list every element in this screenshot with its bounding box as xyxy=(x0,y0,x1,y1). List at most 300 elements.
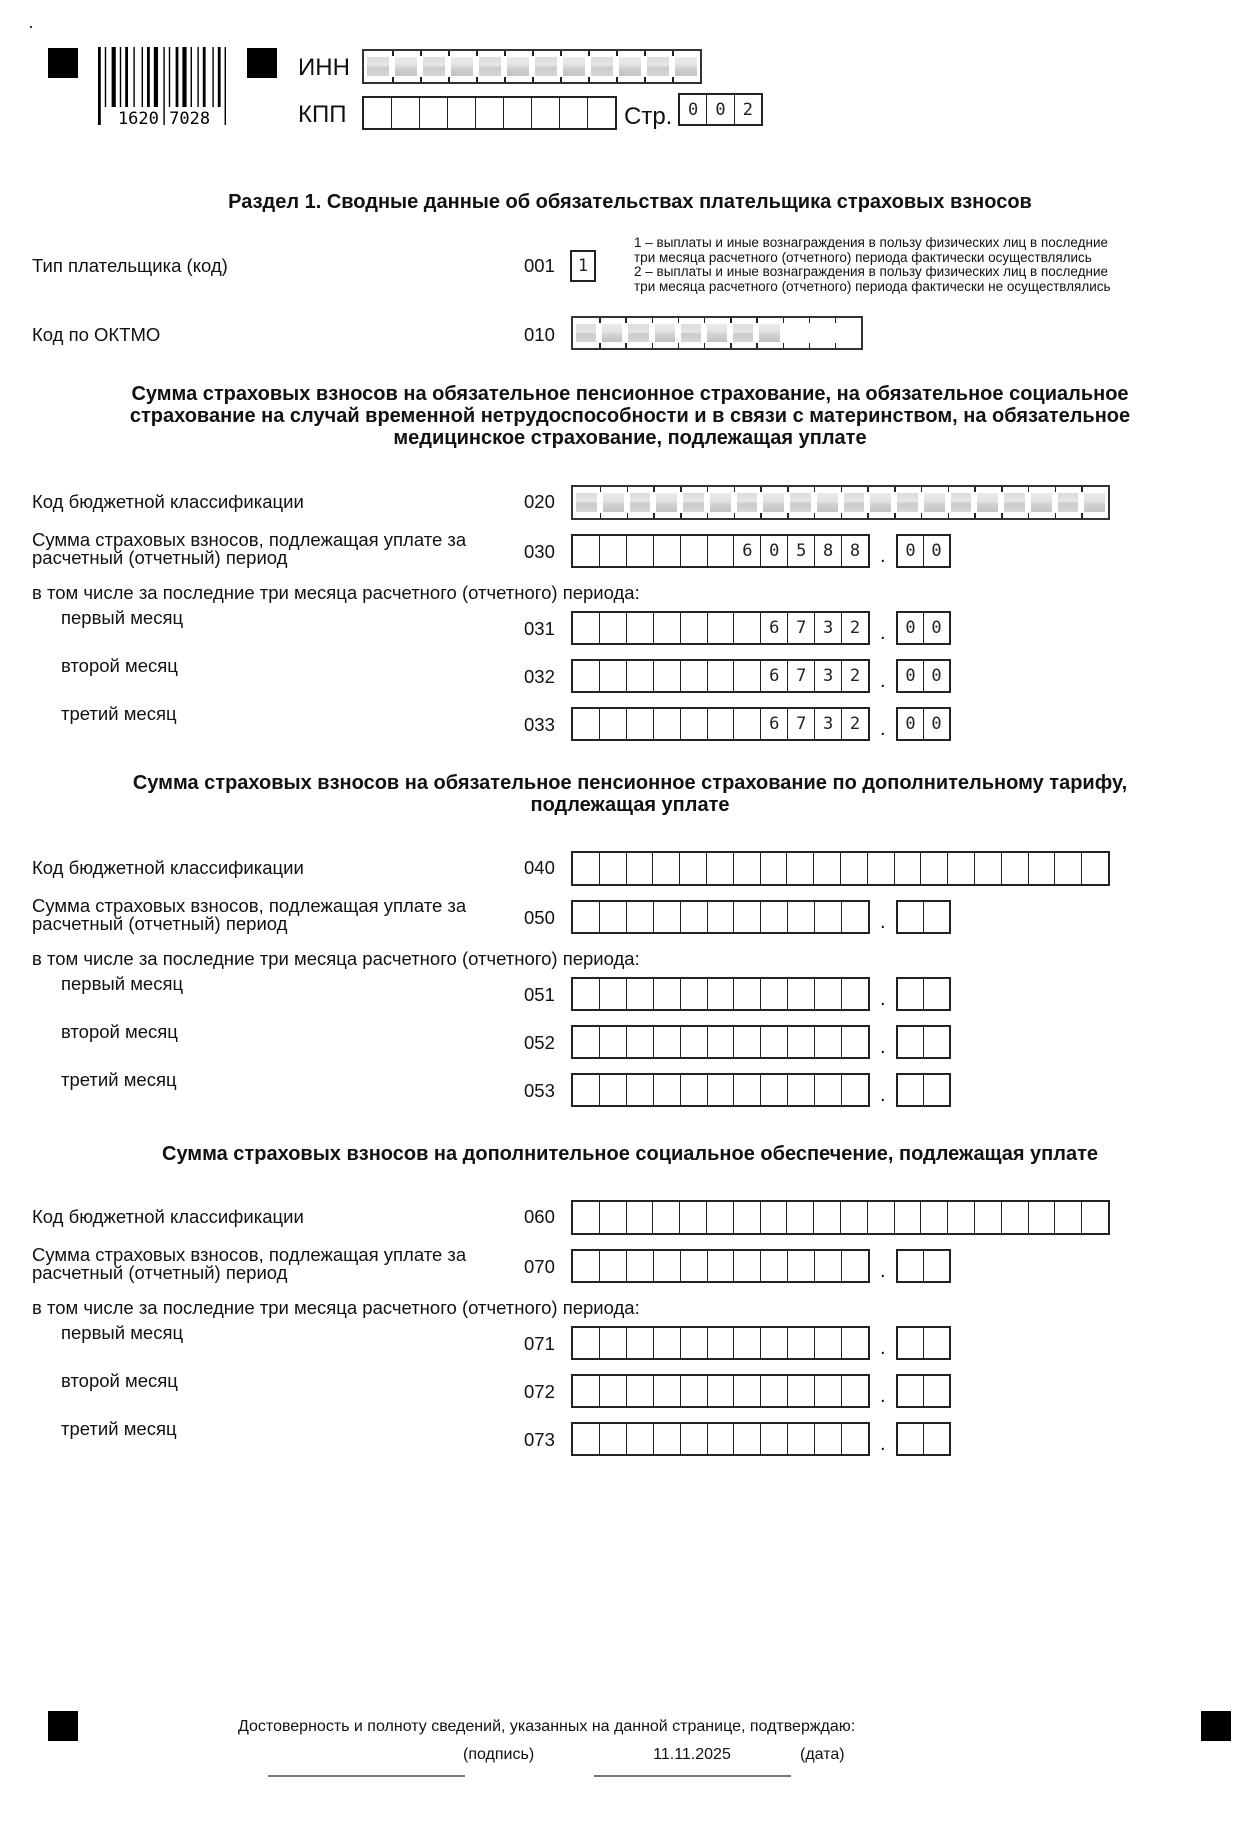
kbk-cell xyxy=(895,853,922,884)
line-code: 050 xyxy=(524,907,555,928)
oktmo-cell xyxy=(730,318,756,348)
redacted-value xyxy=(817,493,838,512)
month-amount-integer-field[interactable] xyxy=(571,1326,870,1360)
digit-cell xyxy=(627,979,654,1009)
digit-cell xyxy=(654,1027,681,1057)
kbk-cell xyxy=(1002,1202,1029,1233)
line-code: 030 xyxy=(524,541,555,562)
digit-cell: 7 xyxy=(788,613,815,643)
digit-cell xyxy=(842,1075,868,1105)
inn-cell xyxy=(532,51,560,82)
oktmo-cell xyxy=(783,318,809,348)
month-amount-decimal-field[interactable] xyxy=(896,1374,951,1408)
note-line: 1 – выплаты и иные вознаграждения в пользу физических лиц в последние xyxy=(634,235,1108,250)
digit-cell xyxy=(761,902,788,932)
redacted-value xyxy=(563,57,585,76)
digit-cell xyxy=(788,1251,815,1281)
digit-cell xyxy=(924,1328,949,1358)
oktmo-label: Код по ОКТМО xyxy=(32,324,161,345)
digit-cell xyxy=(842,979,868,1009)
kbk-label: Код бюджетной классификации xyxy=(32,1206,304,1227)
digit-cell xyxy=(761,1376,788,1406)
kbk-cell xyxy=(600,487,627,518)
months-intro: в том числе за последние три месяца расчетного (отчетного) периода: xyxy=(32,1297,640,1318)
digit-cell xyxy=(734,1328,761,1358)
digit-cell xyxy=(627,1251,654,1281)
inn-cell xyxy=(560,51,588,82)
digit-cell xyxy=(681,1328,708,1358)
digit-cell xyxy=(734,1424,761,1454)
redacted-value xyxy=(897,493,918,512)
digit-cell xyxy=(654,536,681,566)
digit-cell xyxy=(708,709,735,739)
digit-cell: 0 xyxy=(931,618,942,638)
digit-cell: 7 xyxy=(788,661,815,691)
inn-label: ИНН xyxy=(298,54,350,81)
date-label: (дата) xyxy=(800,1746,845,1763)
decimal-separator: . xyxy=(880,1036,886,1058)
redacted-value xyxy=(870,493,891,512)
digit-cell xyxy=(627,1376,654,1406)
digit-cell xyxy=(788,902,815,932)
barcode-bar xyxy=(125,47,128,107)
digit-cell xyxy=(898,1251,924,1281)
digit-cell xyxy=(600,1251,627,1281)
digit-cell xyxy=(627,1075,654,1105)
section-title: Раздел 1. Сводные данные об обязательствах плательщика страховых взносов xyxy=(228,191,1032,213)
redacted-value xyxy=(790,493,811,512)
line-code: 052 xyxy=(524,1032,555,1053)
month-amount-decimal-field[interactable] xyxy=(896,1422,951,1456)
kbk-cell xyxy=(975,853,1002,884)
redacted-value xyxy=(683,493,704,512)
kbk-cell xyxy=(787,1202,814,1233)
digit-cell: 0 xyxy=(898,709,924,739)
payer-type-field[interactable] xyxy=(570,250,596,282)
digit-cell xyxy=(734,902,761,932)
barcode-number: 1620 7028 xyxy=(117,109,211,127)
digit-cell xyxy=(681,1376,708,1406)
kpp-field[interactable] xyxy=(362,96,617,130)
total-amount-integer-field[interactable] xyxy=(571,534,870,568)
barcode-bar xyxy=(197,47,198,107)
digit-cell xyxy=(654,709,681,739)
total-label-line2: расчетный (отчетный) период xyxy=(32,547,288,568)
digit-cell: 6 xyxy=(761,709,788,739)
digit-cell xyxy=(627,1027,654,1057)
digit-cell: 0 xyxy=(898,661,924,691)
kbk-cell xyxy=(653,1202,680,1233)
alignment-marker-bottom-right xyxy=(1201,1711,1231,1741)
digit-cell: 8 xyxy=(849,541,861,561)
month-label: первый месяц xyxy=(61,973,184,994)
redacted-value xyxy=(423,57,445,76)
note-line: три месяца расчетного (отчетного) периода фактически не осуществлялись xyxy=(634,278,1111,294)
kbk-field[interactable] xyxy=(571,851,1110,886)
digit-cell xyxy=(842,1328,868,1358)
month-amount-decimal-field[interactable] xyxy=(896,707,951,741)
barcode-bar xyxy=(112,47,116,107)
kbk-cell xyxy=(573,487,600,518)
digit-cell xyxy=(681,1075,708,1105)
digit-cell xyxy=(573,1251,600,1281)
digit-cell xyxy=(924,1075,949,1105)
month-amount-decimal-field[interactable] xyxy=(896,1025,951,1059)
oktmo-cell xyxy=(625,318,651,348)
payer-type-value: 1 xyxy=(577,256,589,276)
inn-cell xyxy=(588,51,616,82)
decimal-separator: . xyxy=(880,988,886,1010)
oktmo-code: 010 xyxy=(524,324,555,345)
kbk-cell xyxy=(975,1202,1002,1233)
digit-cell xyxy=(627,613,654,643)
month-label: второй месяц xyxy=(61,1370,178,1391)
line-code: 051 xyxy=(524,984,555,1005)
digit-cell xyxy=(708,1376,735,1406)
line-code: 020 xyxy=(524,491,555,512)
oktmo-cell xyxy=(652,318,678,348)
payer-type-code: 001 xyxy=(524,255,555,276)
kbk-cell xyxy=(814,853,841,884)
digit-cell: 0 xyxy=(761,536,788,566)
line-code: 073 xyxy=(524,1429,555,1450)
digit-cell xyxy=(761,1027,788,1057)
digit-cell: 0 xyxy=(898,536,924,566)
line-code: 072 xyxy=(524,1381,555,1402)
block-title: Сумма страховых взносов на дополнительное социальное обеспечение, подлежащая уплате xyxy=(162,1143,1098,1165)
month-label: первый месяц xyxy=(61,607,184,628)
months-intro: в том числе за последние три месяца расчетного (отчетного) периода: xyxy=(32,582,640,603)
line-code: 071 xyxy=(524,1333,555,1354)
redacted-value xyxy=(1004,493,1025,512)
month-amount-integer-field[interactable] xyxy=(571,707,870,741)
redacted-value xyxy=(1031,493,1052,512)
kpp-cell xyxy=(476,98,504,128)
digit-cell xyxy=(898,1027,924,1057)
digit-cell xyxy=(708,1027,735,1057)
digit-cell xyxy=(815,1027,842,1057)
digit-cell xyxy=(734,709,761,739)
redacted-value xyxy=(1058,493,1079,512)
kbk-cell xyxy=(761,1202,788,1233)
digit-cell: 3 xyxy=(815,709,842,739)
decimal-separator: . xyxy=(880,622,886,644)
kbk-cell xyxy=(1082,853,1108,884)
month-amount-decimal-field[interactable] xyxy=(896,1326,951,1360)
kbk-cell xyxy=(948,1202,975,1233)
digit-cell xyxy=(734,661,761,691)
digit-cell xyxy=(654,1251,681,1281)
digit-cell: 3 xyxy=(815,613,842,643)
total-amount-integer-field[interactable] xyxy=(571,900,870,934)
redacted-value xyxy=(655,324,675,342)
inn-cell xyxy=(364,51,392,82)
line-code: 070 xyxy=(524,1256,555,1277)
digit-cell: 0 xyxy=(898,613,924,643)
digit-cell xyxy=(600,709,627,739)
kbk-cell xyxy=(627,487,654,518)
digit-cell: 0 xyxy=(931,541,942,561)
kbk-cell xyxy=(841,853,868,884)
digit-cell xyxy=(600,536,627,566)
digit-cell xyxy=(842,902,868,932)
month-amount-decimal-field[interactable] xyxy=(896,977,951,1011)
page-label: Стр. xyxy=(624,103,673,130)
kbk-cell xyxy=(653,853,680,884)
redacted-value xyxy=(395,57,417,76)
digit-cell xyxy=(842,1251,868,1281)
digit-cell xyxy=(654,661,681,691)
digit-cell xyxy=(708,1251,735,1281)
line-code: 031 xyxy=(524,618,555,639)
barcode-bar xyxy=(120,47,121,107)
total-amount-decimal-field[interactable] xyxy=(896,534,951,568)
month-label: второй месяц xyxy=(61,1021,178,1042)
redacted-value xyxy=(759,324,779,342)
digit-cell xyxy=(573,1376,600,1406)
kbk-cell xyxy=(600,853,627,884)
digit-cell xyxy=(815,1424,842,1454)
barcode-bar xyxy=(142,47,143,107)
barcode-bar xyxy=(169,47,170,107)
digit-cell xyxy=(708,1075,735,1105)
kbk-cell xyxy=(680,1202,707,1233)
digit-cell xyxy=(898,1328,924,1358)
redacted-value xyxy=(647,57,669,76)
kbk-cell xyxy=(1029,853,1056,884)
barcode-bar xyxy=(203,47,206,107)
digit-cell: 0 xyxy=(931,666,942,686)
inn-cell xyxy=(504,51,532,82)
oktmo-field[interactable] xyxy=(571,316,863,350)
kpp-cell xyxy=(504,98,532,128)
redacted-value xyxy=(763,493,784,512)
kbk-cell xyxy=(1081,487,1108,518)
redacted-value xyxy=(507,57,529,76)
redacted-value xyxy=(367,57,389,76)
kbk-cell xyxy=(948,853,975,884)
digit-cell xyxy=(573,661,600,691)
digit-cell: 5 xyxy=(788,536,815,566)
kpp-cell xyxy=(588,98,615,128)
signature-line[interactable] xyxy=(268,1775,465,1777)
digit-cell xyxy=(681,661,708,691)
inn-cell xyxy=(448,51,476,82)
redacted-value xyxy=(591,57,613,76)
digit-cell xyxy=(681,709,708,739)
barcode-bar xyxy=(225,47,226,125)
kbk-cell xyxy=(1055,487,1082,518)
month-amount-decimal-field[interactable] xyxy=(896,1073,951,1107)
kbk-field[interactable] xyxy=(571,485,1110,520)
digit-cell xyxy=(708,1328,735,1358)
kbk-cell xyxy=(867,487,894,518)
kbk-cell xyxy=(707,853,734,884)
total-label-line2: расчетный (отчетный) период xyxy=(32,1262,288,1283)
digit-cell xyxy=(708,613,735,643)
digit-cell xyxy=(573,1075,600,1105)
digit-cell: 7 xyxy=(788,709,815,739)
block-title: страхование на случай временной нетрудоспособности и в связи с материнством, на обязательное xyxy=(129,405,1131,427)
digit-cell xyxy=(600,979,627,1009)
page-digit-cell: 2 xyxy=(742,99,753,120)
kbk-cell xyxy=(841,1202,868,1233)
digit-cell xyxy=(573,902,600,932)
digit-cell xyxy=(734,1251,761,1281)
digit-cell xyxy=(627,709,654,739)
date-value[interactable]: 11.11.2025 xyxy=(653,1746,731,1763)
total-amount-decimal-field[interactable] xyxy=(896,900,951,934)
digit-cell xyxy=(734,1376,761,1406)
decimal-separator: . xyxy=(880,911,886,933)
redacted-value xyxy=(733,324,753,342)
digit-cell: 2 xyxy=(849,618,861,638)
digit-cell xyxy=(842,1027,868,1057)
kpp-cell xyxy=(364,98,392,128)
kbk-cell xyxy=(734,487,761,518)
total-label-line1: Сумма страховых взносов, подлежащая уплате за xyxy=(32,529,467,550)
kbk-cell xyxy=(1055,1202,1082,1233)
kbk-cell xyxy=(653,487,680,518)
kbk-cell xyxy=(921,853,948,884)
month-amount-integer-field[interactable] xyxy=(571,1073,870,1107)
month-amount-integer-field[interactable] xyxy=(571,1025,870,1059)
kbk-cell xyxy=(1002,853,1029,884)
digit-cell xyxy=(734,613,761,643)
kbk-cell xyxy=(841,487,868,518)
redacted-value xyxy=(603,493,624,512)
digit-cell xyxy=(788,1027,815,1057)
digit-cell xyxy=(924,1376,949,1406)
digit-cell xyxy=(898,902,924,932)
digit-cell xyxy=(898,1376,924,1406)
kpp-cell xyxy=(392,98,420,128)
digit-cell xyxy=(627,1328,654,1358)
month-amount-integer-field[interactable] xyxy=(571,659,870,693)
digit-cell: 6 xyxy=(761,613,788,643)
total-amount-decimal-field[interactable] xyxy=(896,1249,951,1283)
kbk-cell xyxy=(895,1202,922,1233)
redacted-value xyxy=(924,493,945,512)
decimal-separator: . xyxy=(880,1260,886,1282)
digit-cell xyxy=(761,1424,788,1454)
redacted-value xyxy=(535,57,557,76)
signature-label: (подпись) xyxy=(463,1746,535,1763)
month-amount-integer-field[interactable] xyxy=(571,1374,870,1408)
kbk-cell xyxy=(734,853,761,884)
digit-cell xyxy=(815,1251,842,1281)
digit-cell xyxy=(815,1328,842,1358)
digit-cell xyxy=(573,613,600,643)
digit-cell xyxy=(734,1027,761,1057)
redacted-value xyxy=(576,493,597,512)
redacted-value xyxy=(656,493,677,512)
month-amount-decimal-field[interactable] xyxy=(896,659,951,693)
digit-cell: 2 xyxy=(849,714,861,734)
months-intro: в том числе за последние три месяца расчетного (отчетного) периода: xyxy=(32,948,640,969)
alignment-marker-top-center xyxy=(247,48,277,78)
digit-cell xyxy=(600,613,627,643)
corner-dot xyxy=(30,26,32,28)
oktmo-cell xyxy=(835,318,861,348)
kbk-cell xyxy=(760,487,787,518)
month-amount-integer-field[interactable] xyxy=(571,611,870,645)
kbk-cell xyxy=(600,1202,627,1233)
redacted-value xyxy=(737,493,758,512)
digit-cell xyxy=(708,536,735,566)
digit-cell xyxy=(600,1376,627,1406)
redacted-value xyxy=(479,57,501,76)
kbk-cell xyxy=(787,487,814,518)
kbk-cell xyxy=(787,853,814,884)
digit-cell xyxy=(681,1251,708,1281)
kbk-cell xyxy=(761,853,788,884)
line-code: 053 xyxy=(524,1080,555,1101)
kpp-label: КПП xyxy=(298,101,347,128)
barcode-bar xyxy=(218,47,221,107)
digit-cell xyxy=(815,902,842,932)
kbk-cell xyxy=(1029,1202,1056,1233)
inn-cell xyxy=(616,51,644,82)
kbk-field[interactable] xyxy=(571,1200,1110,1235)
barcode-bar xyxy=(191,47,192,107)
month-amount-decimal-field[interactable] xyxy=(896,611,951,645)
digit-cell xyxy=(842,1424,868,1454)
digit-cell xyxy=(761,1251,788,1281)
kbk-label: Код бюджетной классификации xyxy=(32,491,304,512)
alignment-marker-top-left xyxy=(48,48,78,78)
kpp-cell xyxy=(420,98,448,128)
digit-cell xyxy=(788,1328,815,1358)
oktmo-cell xyxy=(678,318,704,348)
kbk-cell xyxy=(814,1202,841,1233)
total-amount-integer-field[interactable] xyxy=(571,1249,870,1283)
digit-cell xyxy=(573,979,600,1009)
digit-cell xyxy=(654,1075,681,1105)
kbk-cell xyxy=(814,487,841,518)
kbk-cell xyxy=(734,1202,761,1233)
inn-cell xyxy=(644,51,672,82)
redacted-value xyxy=(951,493,972,512)
page-number-field[interactable] xyxy=(678,93,763,126)
digit-cell xyxy=(681,1424,708,1454)
kpp-cell xyxy=(560,98,588,128)
redacted-value xyxy=(630,493,651,512)
redacted-value xyxy=(844,493,865,512)
digit-cell: 0 xyxy=(931,714,942,734)
month-amount-integer-field[interactable] xyxy=(571,1422,870,1456)
digit-cell xyxy=(573,536,600,566)
kbk-cell xyxy=(921,487,948,518)
line-code: 060 xyxy=(524,1206,555,1227)
digit-cell xyxy=(654,613,681,643)
page-digit-cell: 0 xyxy=(707,95,734,124)
digit-cell xyxy=(898,1075,924,1105)
digit-cell xyxy=(708,902,735,932)
digit-cell xyxy=(788,1376,815,1406)
payer-type-note xyxy=(634,236,1194,294)
month-amount-integer-field[interactable] xyxy=(571,977,870,1011)
kbk-cell xyxy=(921,1202,948,1233)
digit-cell xyxy=(761,1075,788,1105)
redacted-value xyxy=(675,57,697,76)
digit-cell xyxy=(815,1075,842,1105)
inn-cell xyxy=(420,51,448,82)
digit-cell xyxy=(654,902,681,932)
inn-field[interactable] xyxy=(362,49,702,84)
oktmo-cell xyxy=(809,318,835,348)
kbk-label: Код бюджетной классификации xyxy=(32,857,304,878)
